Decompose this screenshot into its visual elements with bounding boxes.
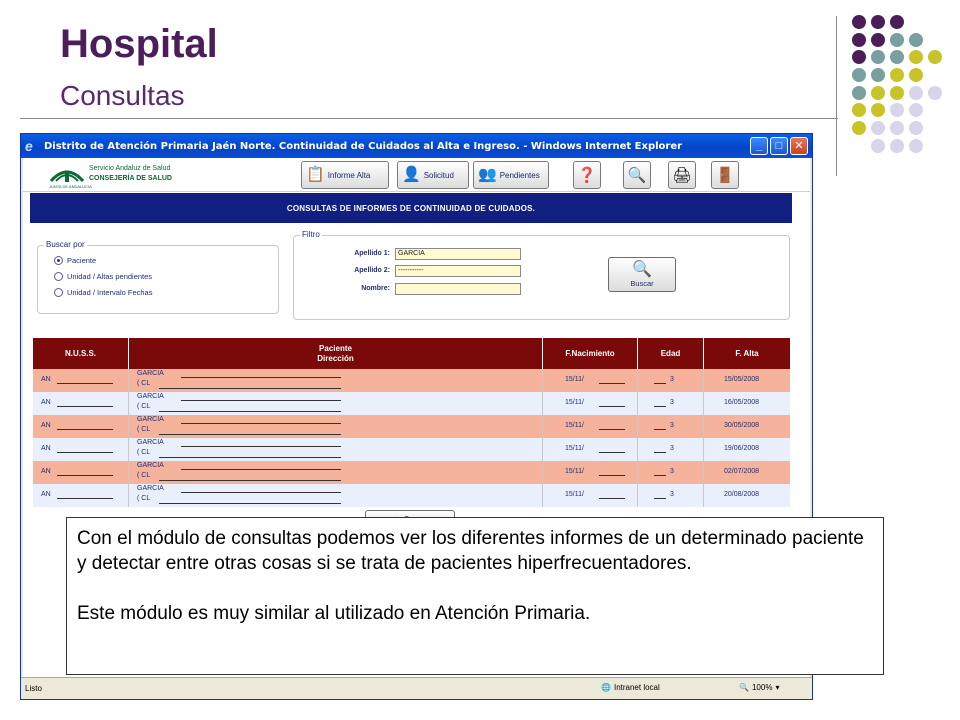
close-button[interactable]: ✕: [790, 137, 808, 155]
results-table: [33, 338, 790, 507]
chevron-down-icon: ▾: [775, 683, 780, 692]
header-direccion-label: Dirección: [317, 353, 354, 363]
header-edad: Edad: [638, 338, 704, 369]
zoom-control[interactable]: [739, 683, 779, 692]
cell-edad-text: 3: [670, 399, 674, 406]
informe-alta-label: Informe Alta: [327, 170, 371, 180]
cell-paciente: [129, 415, 543, 438]
cell-fnacimiento-text: 15/11/: [565, 468, 584, 475]
redaction-line: [181, 492, 341, 493]
filtro-group: [293, 230, 790, 320]
solicitud-label: Solicitud: [423, 170, 454, 180]
cell-falta-text: 19/06/2008: [724, 445, 760, 452]
dot-grid-row-6: [852, 103, 923, 117]
header-falta: F. Alta: [735, 348, 759, 358]
redaction-line: [159, 480, 341, 481]
title-divider: [20, 118, 838, 119]
cell-falta-text: 20/08/2008: [724, 491, 760, 498]
cell-nuss: [33, 461, 129, 484]
caption-paragraph-2: Este módulo es muy similar al utilizado en Atención Primaria.: [77, 603, 591, 624]
magnifier-icon: 🔍: [627, 167, 647, 184]
header-paciente: [129, 338, 543, 369]
cell-fnacimiento-text: 15/11/: [565, 422, 584, 429]
cell-edad-text: 3: [670, 445, 674, 452]
redaction-line: [57, 429, 113, 430]
table-body: [33, 369, 790, 507]
zoom-level: 100%: [751, 683, 773, 692]
redaction-line: [654, 452, 666, 453]
internet-explorer-icon: e: [25, 138, 33, 154]
redaction-line: [57, 452, 113, 453]
help-button[interactable]: [573, 161, 601, 189]
cell-paciente-address: ( CL: [137, 403, 151, 410]
intranet-globe-icon: 🌐: [601, 683, 611, 692]
exit-door-icon: 🚪: [715, 167, 735, 184]
table-row[interactable]: [33, 415, 790, 438]
table-row[interactable]: [33, 484, 790, 507]
cell-paciente-address: ( CL: [137, 449, 151, 456]
radio-unselected-icon: [54, 288, 63, 297]
printer-icon: 🖨: [672, 167, 692, 184]
nombre-input[interactable]: [395, 283, 521, 295]
pendientes-label: Pendientes: [499, 170, 540, 180]
buscar-por-group: [37, 240, 279, 314]
people-icon: 👥: [478, 166, 497, 183]
cell-paciente-address: ( CL: [137, 380, 151, 387]
nombre-label: Nombre:: [361, 285, 390, 292]
table-row[interactable]: [33, 392, 790, 415]
redaction-line: [159, 388, 341, 389]
cell-nuss-text: AN: [41, 445, 51, 452]
buscar-button[interactable]: [608, 257, 676, 292]
cell-fnacimiento: [543, 369, 638, 392]
cell-fnacimiento: [543, 415, 638, 438]
redaction-line: [57, 498, 113, 499]
cell-fnacimiento-text: 15/11/: [565, 491, 584, 498]
cell-paciente: [129, 438, 543, 461]
redaction-line: [159, 457, 341, 458]
cell-paciente-address: ( CL: [137, 426, 151, 433]
cell-edad: [638, 484, 704, 507]
cell-edad: [638, 461, 704, 484]
redaction-line: [654, 475, 666, 476]
redaction-line: [181, 446, 341, 447]
cell-falta: [704, 369, 790, 392]
section-title: CONSULTAS DE INFORMES DE CONTINUIDAD DE CUIDADOS.: [30, 193, 792, 223]
informe-alta-button[interactable]: [301, 161, 389, 189]
cell-edad: [638, 392, 704, 415]
table-row[interactable]: [33, 438, 790, 461]
apellido1-label: Apellido 1:: [354, 250, 390, 257]
radio-paciente-label: Paciente: [67, 256, 97, 265]
dot-grid-row-4: [852, 68, 923, 82]
report-icon: 📋: [306, 166, 325, 183]
cell-edad: [638, 415, 704, 438]
cell-fnacimiento: [543, 392, 638, 415]
cell-falta: [704, 461, 790, 484]
maximize-button[interactable]: □: [770, 137, 788, 155]
redaction-line: [654, 498, 666, 499]
caption-paragraph-1: Con el módulo de consultas podemos ver los diferentes informes de un determinado paciente y detectar entre otras cosas si se trata de pacientes hiperfrecuentadores.: [77, 528, 864, 574]
header-fnacimiento: F.Nacimiento: [543, 338, 638, 369]
cell-paciente: [129, 484, 543, 507]
zone-text: Intranet local: [613, 683, 660, 692]
header-nuss: N.U.S.S.: [33, 338, 129, 369]
pendientes-button[interactable]: [473, 161, 549, 189]
table-row[interactable]: [33, 461, 790, 484]
dot-grid-row-5: [852, 86, 942, 100]
cell-paciente-name: GARCIA: [137, 439, 164, 446]
cell-paciente-address: ( CL: [137, 472, 151, 479]
cell-fnacimiento: [543, 438, 638, 461]
cell-falta: [704, 484, 790, 507]
redaction-line: [159, 503, 341, 504]
cell-nuss-text: AN: [41, 491, 51, 498]
cell-fnacimiento-text: 15/11/: [565, 399, 584, 406]
minimize-button[interactable]: _: [750, 137, 768, 155]
redaction-line: [57, 406, 113, 407]
cell-edad-text: 3: [670, 491, 674, 498]
window-titlebar[interactable]: [21, 134, 812, 158]
radio-unidad-intervalo[interactable]: [54, 288, 152, 297]
vertical-divider: [836, 16, 837, 176]
dot-grid-row-7: [852, 121, 923, 135]
cell-fnacimiento-text: 15/11/: [565, 445, 584, 452]
dot-grid-row-8: [871, 139, 923, 153]
status-bar: [21, 677, 812, 699]
cell-nuss-text: AN: [41, 422, 51, 429]
window-controls: [750, 137, 808, 155]
header-paciente-label: Paciente: [319, 343, 352, 353]
filtro-legend: Filtro: [302, 230, 320, 239]
dot-grid-row-2: [852, 33, 923, 47]
redaction-line: [654, 429, 666, 430]
redaction-line: [599, 406, 625, 407]
radio-unidad-altas[interactable]: [54, 272, 152, 281]
cell-fnacimiento-text: 15/11/: [565, 376, 584, 383]
cell-falta: [704, 415, 790, 438]
cell-fnacimiento: [543, 484, 638, 507]
radio-unidad-altas-label: Unidad / Altas pendientes: [67, 272, 153, 281]
redaction-line: [181, 469, 341, 470]
cell-nuss: [33, 392, 129, 415]
cell-paciente: [129, 392, 543, 415]
redaction-line: [599, 475, 625, 476]
redaction-line: [57, 475, 113, 476]
cell-paciente-address: ( CL: [137, 495, 151, 502]
redaction-line: [599, 498, 625, 499]
redaction-line: [599, 429, 625, 430]
cell-falta: [704, 438, 790, 461]
cell-falta-text: 15/05/2008: [724, 376, 760, 383]
redaction-line: [57, 383, 113, 384]
radio-selected-icon: [54, 256, 63, 265]
dot-grid-row-3: [852, 50, 942, 64]
cell-edad: [638, 369, 704, 392]
radio-unselected-icon: [54, 272, 63, 281]
slide-subtitle: Consultas: [60, 80, 185, 111]
apellido2-input[interactable]: -----------: [395, 265, 521, 277]
logo-text: [89, 164, 172, 184]
logo-line-2: CONSEJERÍA DE SALUD: [89, 175, 172, 182]
cell-edad-text: 3: [670, 376, 674, 383]
redaction-line: [181, 377, 341, 378]
cell-nuss: [33, 369, 129, 392]
magnifier-icon: 🔍: [632, 261, 652, 278]
cell-nuss-text: AN: [41, 376, 51, 383]
cell-nuss-text: AN: [41, 399, 51, 406]
cell-nuss: [33, 438, 129, 461]
cell-falta-text: 16/05/2008: [724, 399, 760, 406]
cell-nuss: [33, 484, 129, 507]
cell-paciente-name: GARCIA: [137, 370, 164, 377]
help-icon: ❓: [577, 167, 597, 184]
cell-paciente-name: GARCIA: [137, 485, 164, 492]
dot-grid-row-1: [852, 15, 904, 29]
security-zone: [601, 683, 660, 692]
radio-unidad-intervalo-label: Unidad / Intervalo Fechas: [67, 288, 153, 297]
logo-small-text: JUNTA DE ANDALUCIA: [49, 184, 92, 189]
window-title: Distrito de Atención Primaria Jaén Norte. Continuidad de Cuidados al Alta e Ingreso. - Windows Internet Explorer: [44, 140, 683, 152]
cell-paciente: [129, 461, 543, 484]
solicitud-button[interactable]: [397, 161, 469, 189]
app-header: [23, 158, 810, 192]
cell-paciente-name: GARCIA: [137, 393, 164, 400]
cell-paciente: [129, 369, 543, 392]
apellido2-label: Apellido 2:: [354, 267, 390, 274]
cell-edad-text: 3: [670, 422, 674, 429]
logo-line-1: Servicio Andaluz de Salud: [89, 165, 171, 172]
cell-paciente-name: GARCIA: [137, 462, 164, 469]
table-row[interactable]: [33, 369, 790, 392]
radio-paciente[interactable]: [54, 256, 96, 265]
cell-nuss-text: AN: [41, 468, 51, 475]
redaction-line: [181, 400, 341, 401]
status-text: Listo: [25, 684, 42, 693]
cell-edad: [638, 438, 704, 461]
redaction-line: [599, 383, 625, 384]
caption-box: [66, 517, 884, 675]
cell-fnacimiento: [543, 461, 638, 484]
person-icon: 👤: [402, 166, 421, 183]
redaction-line: [654, 406, 666, 407]
cell-paciente-name: GARCIA: [137, 416, 164, 423]
redaction-line: [181, 423, 341, 424]
redaction-line: [159, 434, 341, 435]
cell-edad-text: 3: [670, 468, 674, 475]
redaction-line: [599, 452, 625, 453]
cell-nuss: [33, 415, 129, 438]
apellido1-input[interactable]: GARCIA: [395, 248, 521, 260]
slide-title: Hospital: [60, 22, 218, 66]
print-button[interactable]: [668, 161, 696, 189]
table-header: [33, 338, 790, 369]
redaction-line: [159, 411, 341, 412]
buscar-label: Buscar: [630, 279, 654, 288]
cell-falta-text: 30/05/2008: [724, 422, 760, 429]
buscar-por-legend: Buscar por: [46, 240, 85, 249]
cell-falta-text: 02/07/2008: [724, 468, 760, 475]
search-tool-button[interactable]: [623, 161, 651, 189]
cell-falta: [704, 392, 790, 415]
exit-button[interactable]: [711, 161, 739, 189]
redaction-line: [654, 383, 666, 384]
zoom-icon: 🔍: [739, 683, 749, 692]
